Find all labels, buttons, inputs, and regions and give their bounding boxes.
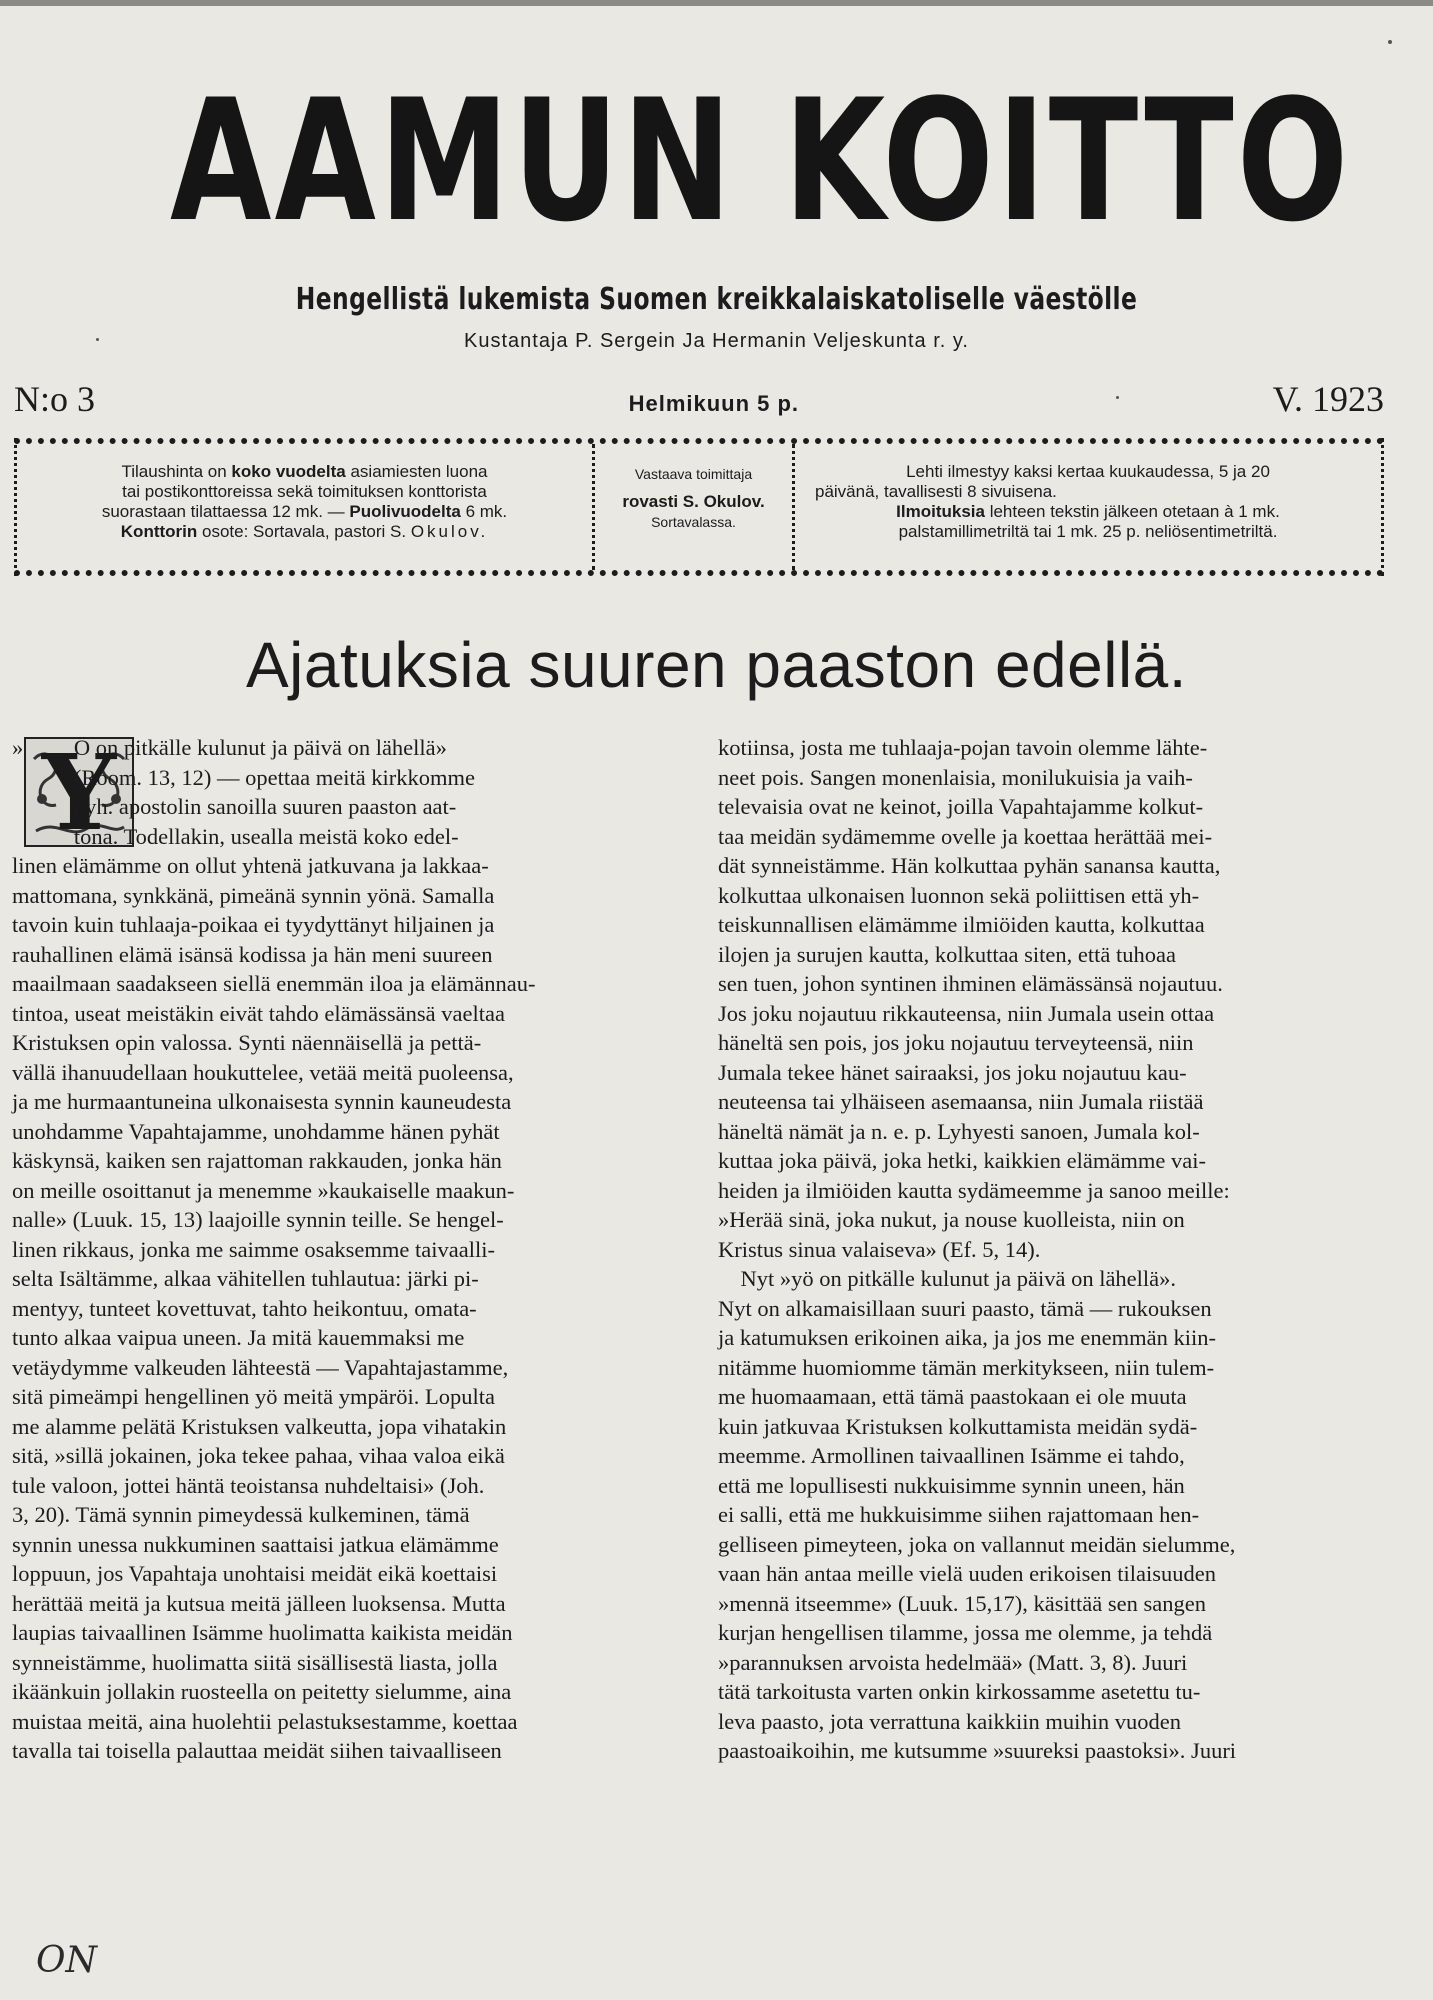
issue-year: V. 1923 <box>1272 379 1384 419</box>
article-title: Ajatuksia suuren paaston edellä. <box>245 629 1188 701</box>
text-line: teiskunnallisen elämämme ilmiöiden kautta, kolkuttaa <box>718 912 1205 937</box>
text-line: häneltä sen pois, jos joku nojautuu terveyteensä, niin <box>718 1030 1194 1055</box>
text-line: tätä tarkoitusta varten onkin kirkossamme asetettu tu- <box>718 1679 1201 1704</box>
text-line: tavoin kuin tuhlaaja-poikaa ei tyydyttänyt hiljainen ja <box>12 912 495 937</box>
subscription-text: Tilaushinta on <box>121 462 232 481</box>
text-line: ikäänkuin jollakin ruosteella on peitetty sielumme, aina <box>12 1679 512 1704</box>
text-line: mattomana, synkkänä, pimeänä synnin yönä. Samalla <box>12 882 495 908</box>
text-line: unohdamme Vapahtajamme, unohdamme hänen pyhät <box>12 1118 500 1144</box>
subscription-emph: koko vuodelta <box>231 462 346 481</box>
subscription-text: tai postikonttoreissa sekä toimituksen konttorista <box>122 482 487 501</box>
scan-speck <box>1388 40 1392 44</box>
text-line: maailmaan saadakseen siellä enemmän iloa ja elämännau- <box>12 971 536 996</box>
subscription-text: asiamiesten luona <box>345 462 488 481</box>
text-line: mentyy, tunteet kovettuvat, tahto heikontuu, omata- <box>12 1295 477 1321</box>
text-line: 3, 20). Tämä synnin pimeydessä kulkeminen, tämä <box>12 1502 470 1527</box>
masthead <box>170 63 1352 259</box>
text-line: tunto alkaa vaipua uneen. Ja mitä kauemmaksi me <box>12 1325 465 1350</box>
text-line: meemme. Armollinen taivaallinen Isämme ei tahdo, <box>718 1443 1185 1468</box>
dropcap-letter: Y <box>41 730 117 854</box>
text-line: ilojen ja surujen kautta, kolkuttaa siten, että tuhoaa <box>718 941 1176 967</box>
publication-info <box>795 444 1381 570</box>
text-line: kotiinsa, josta me tuhlaaja-pojan tavoin olemme lähte- <box>718 735 1208 760</box>
text-line: muistaa meitä, aina huolehtii pelastuksestamme, koettaa <box>12 1708 518 1734</box>
text-line: sitä pimeämpi hengellinen yö meitä ympäröi. Lopulta <box>12 1384 496 1409</box>
text-line: häneltä nämät ja n. e. p. Lyhyesti sanoen, Jumala kol- <box>718 1118 1200 1144</box>
issue-date: Helmikuun 5 p. <box>628 391 800 416</box>
text-line: Nyt on alkamaisillaan suuri paasto, tämä — rukouksen <box>718 1295 1212 1321</box>
text-line: käskynsä, kaiken sen rajattoman rakkauden, jonka hän <box>12 1148 502 1173</box>
text-line: ja me hurmaantuneina ulkonaisesta synnin kauneudesta <box>12 1089 512 1114</box>
text-line: että me lopullisesti nukkuisimme synnin uneen, hän <box>718 1472 1185 1498</box>
text-line: televaisia ovat ne keinot, joilla Vapahtajamme kolkut- <box>718 794 1204 819</box>
text-line: sitä, »sillä jokainen, joka tekee pahaa, vihaa valoa eikä <box>12 1443 505 1468</box>
text-line: selta Isältämme, alkaa vähitellen tuhlautua: järki pi- <box>12 1266 479 1291</box>
text-line: Jumala tekee hänet sairaaksi, jos joku nojautuu kau- <box>718 1059 1187 1085</box>
text-line: Kristuksen opin valossa. Synti näennäisellä ja pettä- <box>12 1030 482 1055</box>
text-line: herättää meitä ja kutsua meitä jälleen luoksensa. Mutta <box>12 1590 506 1616</box>
text-line: »Herää sinä, joka nukut, ja nouse kuolleista, niin on <box>718 1207 1185 1232</box>
info-box <box>14 438 1384 576</box>
text-line: linen elämämme on ollut yhtenä jatkuvana ja lakkaa- <box>12 853 489 878</box>
text-line: kuttaa joka päivä, joka hetki, kaikkien elämämme vai- <box>718 1148 1206 1173</box>
subscription-text: 6 mk. <box>460 502 508 521</box>
text-line: heiden ja ilmiöiden kautta sydämeemme ja sanoo meille: <box>718 1177 1230 1203</box>
signature-monogram: ON <box>36 1940 98 1981</box>
issue-row <box>14 378 1384 424</box>
text-line: »parannuksen arvoista hedelmää» (Matt. 3, 8). Juuri <box>718 1649 1188 1675</box>
text-line: tule valoon, jottei häntä teoistansa nuhdeltaisi» (Joh. <box>12 1472 485 1498</box>
text-line: tona. Todellakin, usealla meistä koko edel- <box>12 823 459 849</box>
text-line: kurjan hengellisen tilamme, jossa me olemme, ja tehdä <box>718 1620 1213 1645</box>
article-column-right <box>718 733 1386 1766</box>
publisher-line: Kustantaja P. Sergein Ja Hermanin Veljeskunta r. y. <box>464 330 969 352</box>
scan-speck <box>1116 396 1119 399</box>
text-line: Jos joku nojautuu rikkauteensa, niin Jumala usein ottaa <box>718 1000 1215 1026</box>
text-line: nitämme huomiomme tämän merkitykseen, niin tulem- <box>718 1354 1215 1380</box>
text-line: kuin jatkuvaa Kristuksen kolkuttamista meidän sydä- <box>718 1413 1198 1439</box>
text-line: taa meidän sydämemme ovelle ja koettaa herättää mei- <box>718 823 1213 849</box>
subscription-emph: Puolivuodelta <box>349 502 461 521</box>
article-column-left <box>12 730 688 1766</box>
editor-place: Sortavalassa. <box>651 514 736 530</box>
text-line: ja katumuksen erikoinen aika, ja jos me enemmän kiin- <box>718 1325 1216 1350</box>
text-line: on meille osoittanut ja menemme »kaukaiselle maakun- <box>12 1177 515 1203</box>
editor-info <box>595 444 795 570</box>
text-line: synnin unessa nukkuminen saattaisi jatkua elämämme <box>12 1531 499 1557</box>
newspaper-title: AAMUN KOITTO <box>170 63 1352 259</box>
text-line: (Room. 13, 12) — opettaa meitä kirkkomme <box>12 764 476 790</box>
scan-speck <box>96 338 99 341</box>
text-line: »mennä itseemme» (Luuk. 15,17), käsittää sen sangen <box>718 1590 1206 1616</box>
newspaper-subtitle: Hengellistä lukemista Suomen kreikkalaiskatoliselle väestölle <box>295 282 1138 317</box>
text-line: vällä ihanuudellaan houkuttelee, vetää meitä puoleensa, <box>12 1059 514 1085</box>
text-line: laupias taivaallinen Isämme huolimatta kaikista meidän <box>12 1620 513 1645</box>
office-name: Okulov. <box>410 522 489 541</box>
ads-label: Ilmoituksia <box>896 502 985 521</box>
ads-text: lehteen tekstin jälkeen otetaan à 1 mk. <box>984 502 1280 521</box>
text-line: » Ö on pitkälle kulunut ja päivä on lähellä» <box>12 735 447 760</box>
frequency-text: päivänä, tavallisesti 8 sivuisena. <box>815 482 1057 501</box>
issue-number: N:o 3 <box>14 379 95 419</box>
text-line: me huomaamaan, että tämä paastokaan ei ole muuta <box>718 1384 1187 1409</box>
text-line: vetäydymme valkeuden lähteestä — Vapahtajastamme, <box>12 1354 509 1380</box>
subscription-text: suorastaan tilattaessa 12 mk. — <box>101 502 350 521</box>
text-line: Kristus sinua valaiseva» (Ef. 5, 14). <box>718 1236 1041 1262</box>
text-line: linen rikkaus, jonka me saimme osaksemme taivaalli- <box>12 1236 495 1262</box>
text-line: synneistämme, huolimatta siitä sisällisestä liasta, jolla <box>12 1649 498 1675</box>
text-line: me alamme pelätä Kristuksen valkeutta, jopa vihatakin <box>12 1413 507 1439</box>
office-address: osote: Sortavala, pastori S. <box>197 522 411 541</box>
ads-text: palstamillimetriltä tai 1 mk. 25 p. neliösentimetriltä. <box>898 522 1278 541</box>
text-line: leva paasto, jota verrattuna kaikkiin muihin vuoden <box>718 1708 1181 1734</box>
frequency-text: Lehti ilmestyy kaksi kertaa kuukaudessa, 5 ja 20 <box>906 462 1270 481</box>
text-line: rauhallinen elämä isänsä kodissa ja hän meni suureen <box>12 941 493 967</box>
text-line: sen tuen, johon syntinen ihminen elämässänsä nojautuu. <box>718 971 1223 996</box>
text-line: tavalla tai toisella palauttaa meidät siihen taivaalliseen <box>12 1738 502 1763</box>
text-line: gelliseen pimeyteen, joka on vallannut meidän sielumme, <box>718 1531 1236 1557</box>
scan-top-edge <box>0 0 1433 6</box>
text-line: nalle» (Luuk. 15, 13) laajoille synnin teille. Se hengel- <box>12 1207 504 1232</box>
office-label: Konttorin <box>120 522 198 541</box>
text-line: ei salli, että me hukkuisimme siihen rajattomaan hen- <box>718 1502 1200 1527</box>
text-line: dät synneistämme. Hän kolkuttaa pyhän sanansa kautta, <box>718 853 1221 878</box>
text-line: tintoa, useat meistäkin eivät tahdo elämässänsä vaeltaa <box>12 1000 505 1026</box>
text-line: loppuun, jos Vapahtaja unohtaisi meidät eikä koettaisi <box>12 1561 498 1586</box>
text-line: Nyt »yö on pitkälle kulunut ja päivä on lähellä». <box>718 1266 1177 1291</box>
text-line: paastoaikoihin, me kutsumme »suureksi paastoksi». Juuri <box>718 1738 1237 1763</box>
text-line: pyh. apostolin sanoilla suuren paaston aat- <box>12 794 457 819</box>
text-line: neet pois. Sangen monenlaisia, monilukuisia ja vaih- <box>718 764 1193 790</box>
text-line: kolkuttaa ulkonaisen luonnon sekä poliittisen että yh- <box>718 882 1200 908</box>
subscription-info <box>17 444 595 570</box>
editor-role: Vastaava toimittaja <box>634 466 753 482</box>
text-line: neuteensa tai ylhäiseen asemaansa, niin Jumala riistää <box>718 1089 1204 1114</box>
text-line: vaan hän antaa meille vielä uuden erikoisen tilaisuuden <box>718 1561 1216 1586</box>
editor-name: rovasti S. Okulov. <box>622 492 765 511</box>
